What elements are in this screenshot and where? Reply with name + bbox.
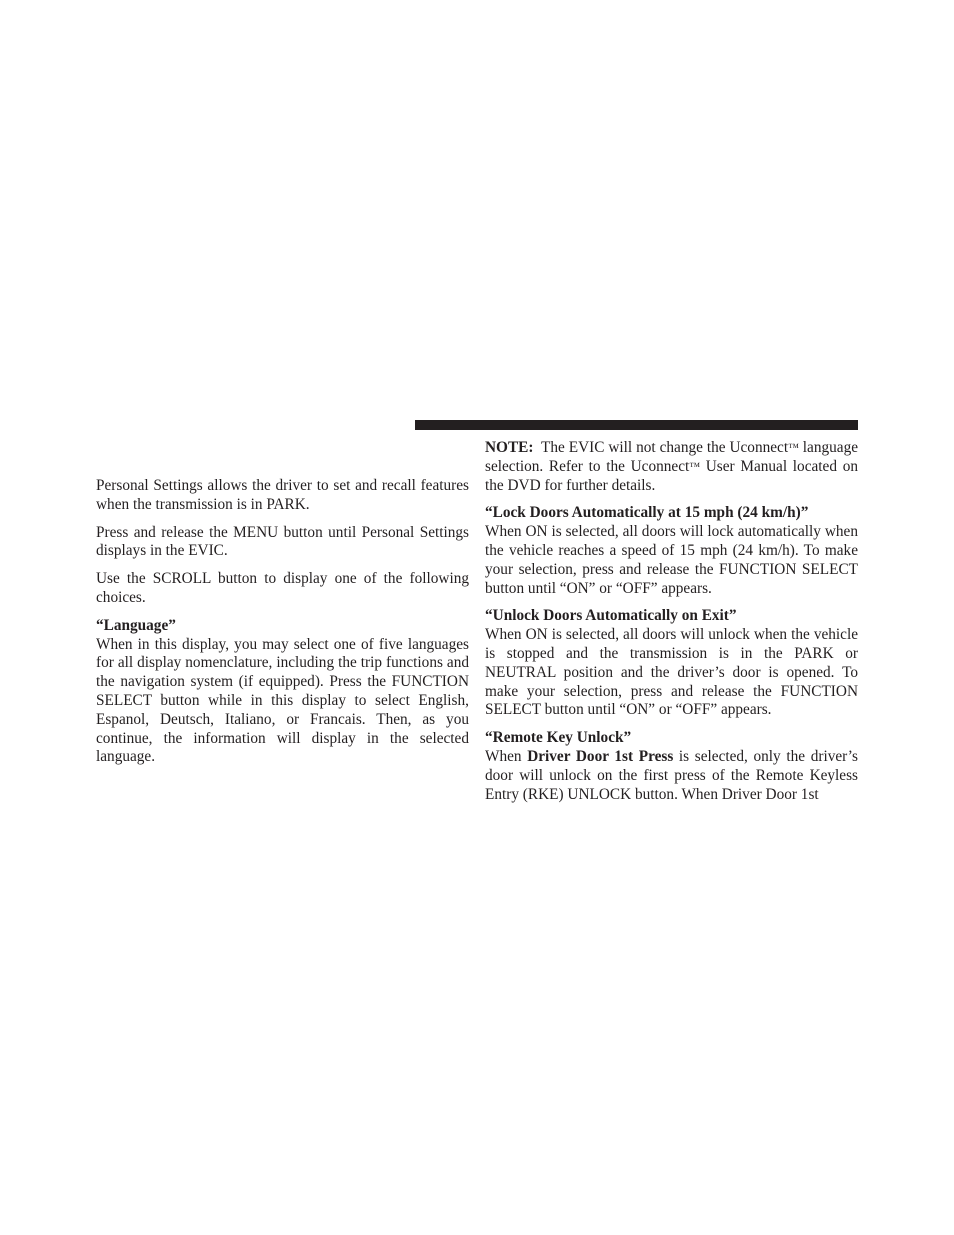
left-column [96,477,469,767]
trademark-symbol: ™ [689,460,701,473]
driver-door-first-press: Driver Door 1st Press [527,747,674,765]
note-paragraph [485,439,858,495]
note-text-3: User Manual located on the DVD for further details. [485,457,858,494]
note-label: NOTE: [485,439,534,456]
note-text-2: language selection. Refer to the Uconnect [485,439,859,475]
intro-paragraph: Personal Settings allows the driver to set and recall features when the transmission is in PARK. [96,477,469,513]
trademark-symbol: ™ [788,442,799,454]
language-body: When in this display, you may select one of five languages for all display nomenclature, including the trip functions and the navigation system (if equipped). Press the FUNCTION SELECT button while in this display to select English, Espanol, Deutsch, Italiano, or Francais. Then, as you continue, the information will display in the selected language. [96,635,469,766]
scroll-instruction-paragraph: Use the SCROLL button to display one of the following choices. [96,570,469,606]
right-column [485,439,858,804]
menu-instruction-paragraph: Press and release the MENU button until Personal Settings displays in the EVIC. [96,523,469,560]
section-divider-bar [415,420,858,430]
unlock-doors-heading: “Unlock Doors Automatically on Exit” [485,607,737,625]
note-text-1: The EVIC will not change the Uconnect [541,439,789,456]
remote-key-heading: “Remote Key Unlock” [485,729,632,747]
unlock-doors-body: When ON is selected, all doors will unlock when the vehicle is stopped and the transmission is in the PARK or NEUTRAL position and the driver’s door is opened. To make your selection, press and release the FUNCTION SELECT button until “ON” or “OFF” appears. [485,626,858,719]
remote-key-body-post: is selected, only the driver’s door will unlock on the first press of the Remote Keyless Entry (RKE) UNLOCK button. When Driver Door 1st [485,747,858,803]
lock-doors-body: When ON is selected, all doors will lock automatically when the vehicle reaches a speed of 15 mph (24 km/h). To make your selection, press and release the FUNCTION SELECT button until “ON” or “OFF” appears. [485,523,858,597]
language-heading: “Language” [96,616,176,634]
remote-key-body-pre: When [485,747,528,765]
lock-doors-heading: “Lock Doors Automatically at 15 mph (24 km/h)” [485,504,809,522]
remote-key-body [485,748,858,804]
